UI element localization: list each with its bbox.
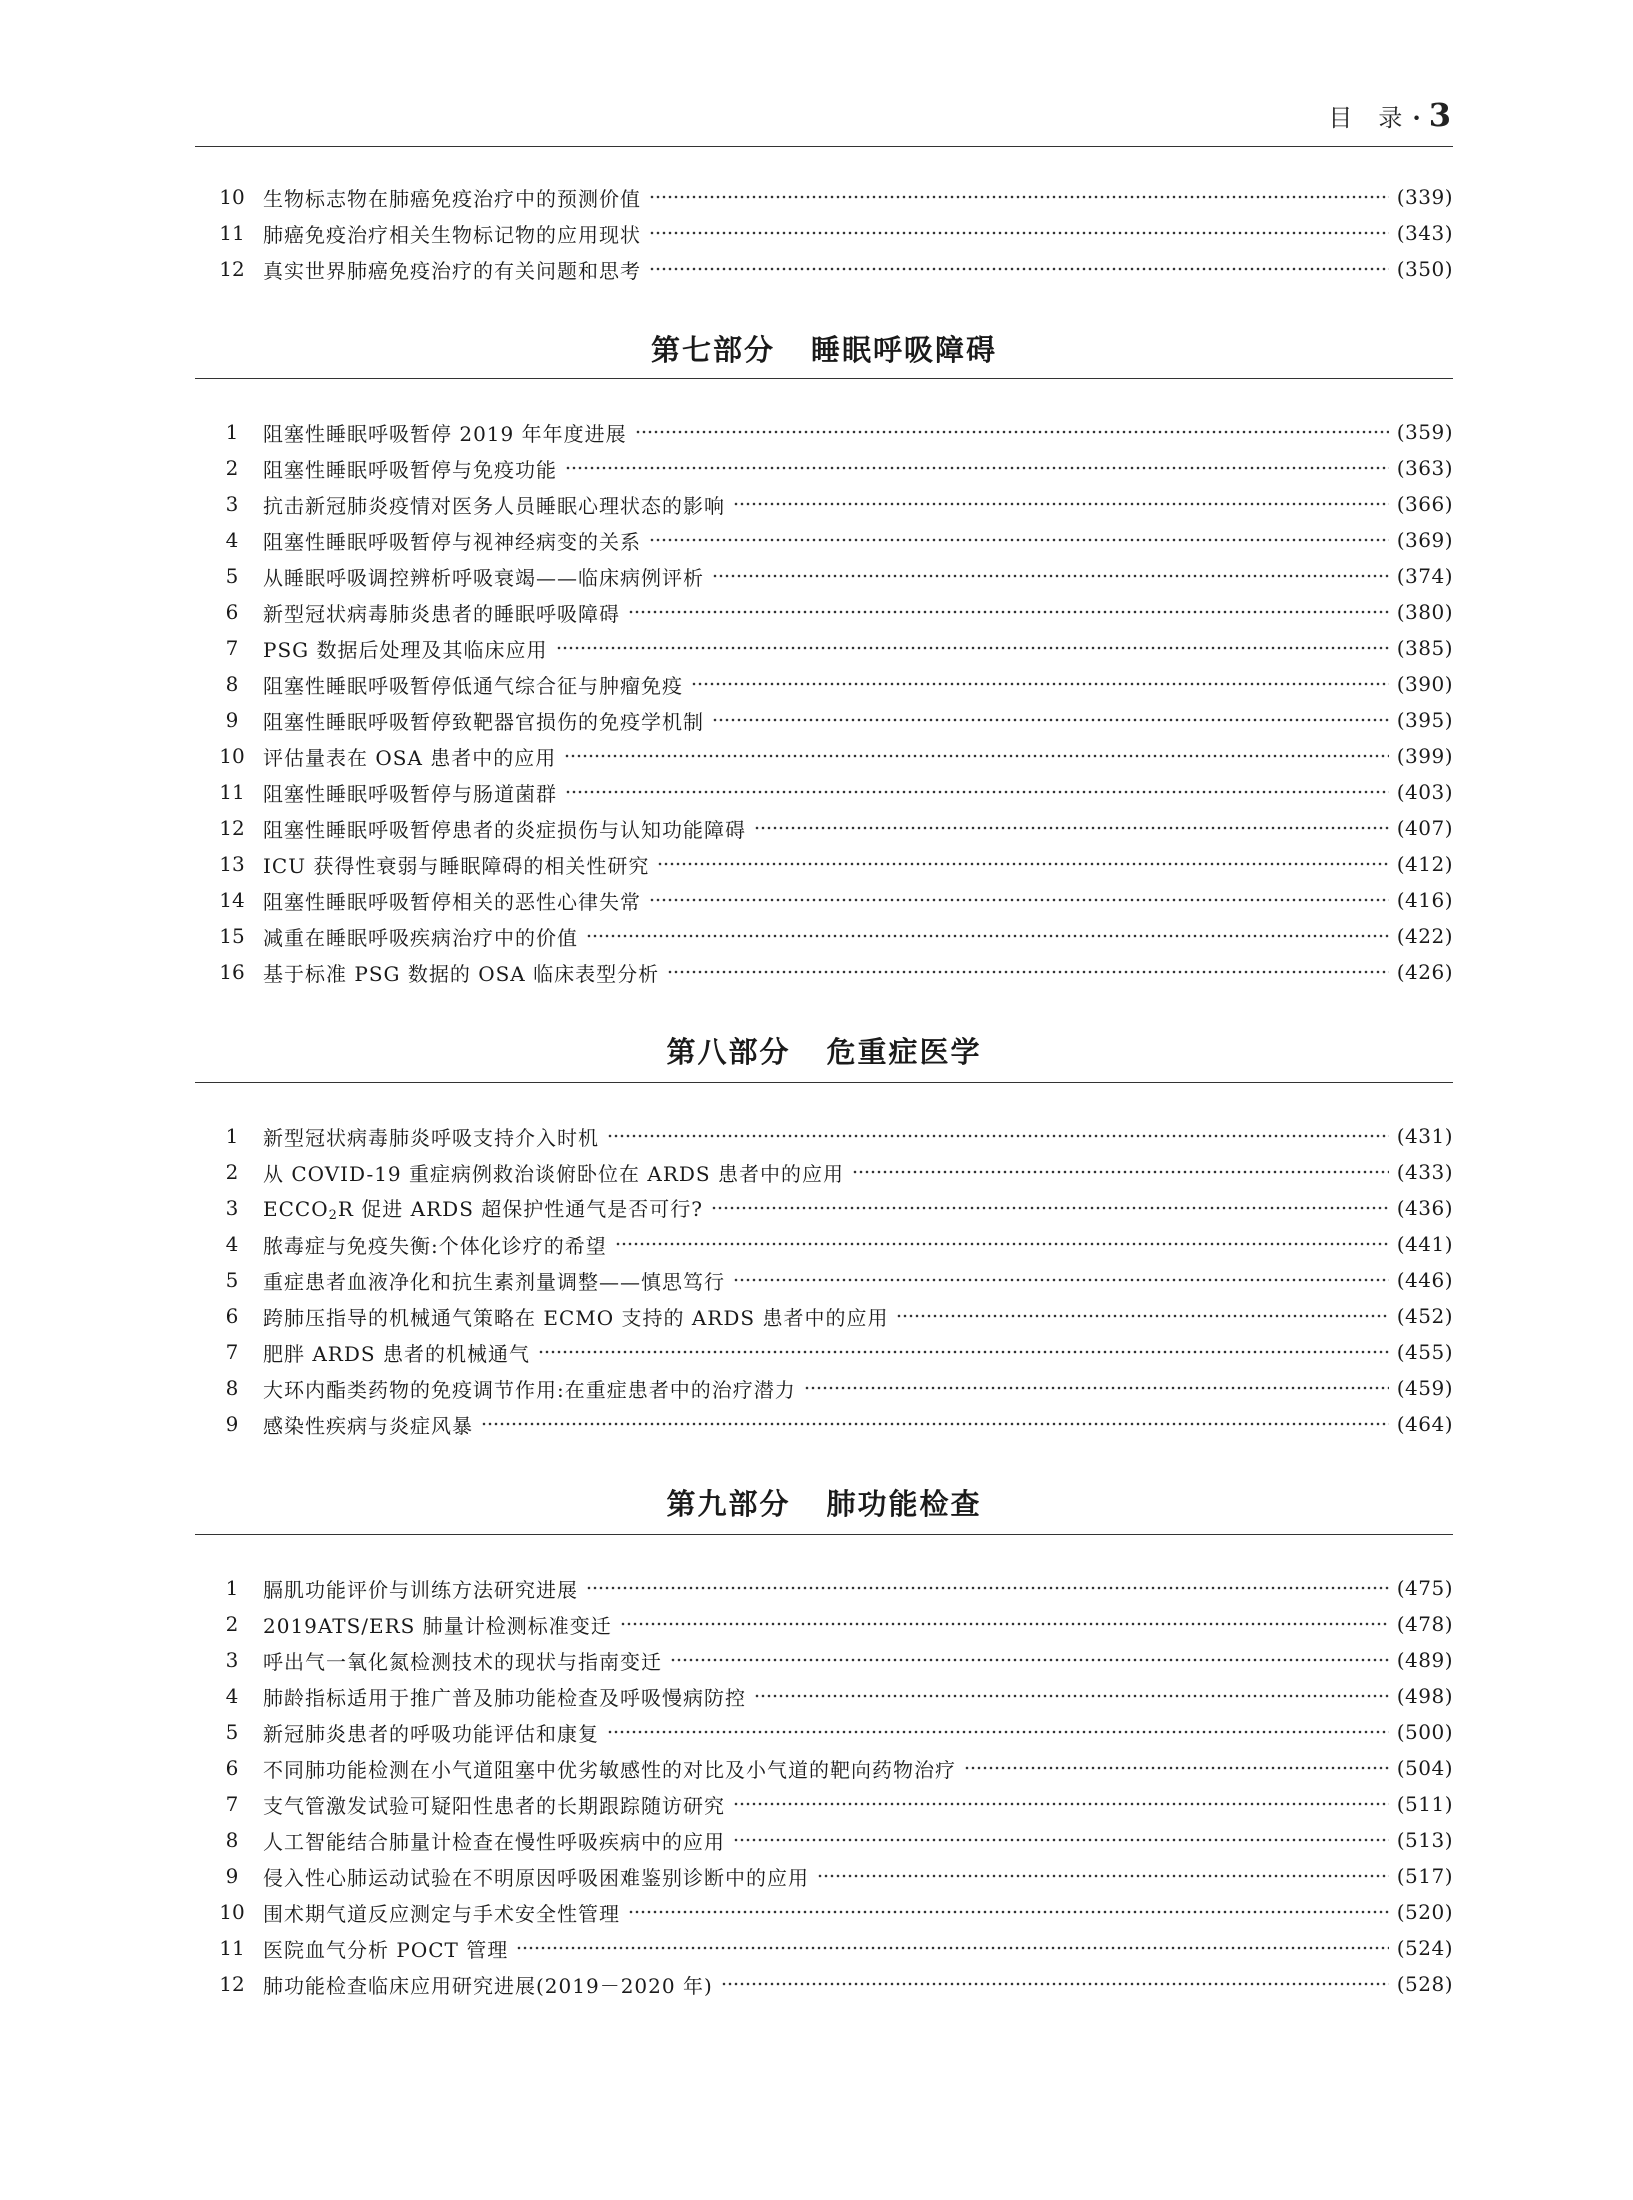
dot-leader	[964, 1765, 1389, 1771]
toc-entry	[195, 1789, 1453, 1819]
dot-leader	[754, 825, 1389, 831]
dot-leader	[733, 501, 1389, 507]
entry-title: 大环内酯类药物的免疫调节作用:在重症患者中的治疗潜力	[263, 1377, 796, 1402]
entry-number: 4	[225, 1232, 239, 1256]
dot-leader	[754, 1693, 1389, 1699]
entry-page: (433)	[1396, 1160, 1453, 1184]
entry-number: 7	[225, 636, 239, 660]
entry-number: 11	[219, 780, 245, 804]
entry-title: 重症患者血液净化和抗生素剂量调整——慎思笃行	[263, 1269, 725, 1294]
header-dot: ·	[1412, 103, 1421, 132]
entry-title: 抗击新冠肺炎疫情对医务人员睡眠心理状态的影响	[263, 493, 725, 518]
dot-leader	[620, 1621, 1389, 1627]
entry-title: 新型冠状病毒肺炎呼吸支持介入时机	[263, 1125, 599, 1150]
entry-page: (403)	[1396, 780, 1453, 804]
dot-leader	[804, 1385, 1389, 1391]
dot-leader	[565, 465, 1389, 471]
dot-leader	[896, 1313, 1388, 1319]
section-rule	[195, 1082, 1453, 1083]
toc-entry	[195, 1717, 1453, 1747]
toc-entry	[195, 1409, 1453, 1439]
dot-leader	[607, 1729, 1389, 1735]
entry-page: (441)	[1396, 1232, 1453, 1256]
entry-number: 3	[225, 492, 239, 516]
entry-title: 阻塞性睡眠呼吸暂停与视神经病变的关系	[263, 529, 641, 554]
entry-page: (513)	[1396, 1828, 1453, 1852]
entry-page: (343)	[1396, 221, 1453, 245]
entry-title: 新冠肺炎患者的呼吸功能评估和康复	[263, 1721, 599, 1746]
dot-leader	[586, 933, 1389, 939]
entry-number: 12	[219, 816, 245, 840]
entry-title: 阻塞性睡眠呼吸暂停与肠道菌群	[263, 781, 557, 806]
section-rule	[195, 1534, 1453, 1535]
toc-entry	[195, 1373, 1453, 1403]
toc-entry	[195, 741, 1453, 771]
dot-leader	[649, 266, 1389, 272]
entry-title: 阻塞性睡眠呼吸暂停低通气综合征与肿瘤免疫	[263, 673, 683, 698]
entry-number: 8	[225, 1376, 239, 1400]
entry-number: 9	[225, 1864, 239, 1888]
toc-entry	[195, 1229, 1453, 1259]
entry-page: (422)	[1396, 924, 1453, 948]
dot-leader	[712, 717, 1389, 723]
toc-entry	[195, 1301, 1453, 1331]
dot-leader	[565, 789, 1389, 795]
toc-entry	[195, 1681, 1453, 1711]
entry-title: 肺功能检查临床应用研究进展(2019－2020 年)	[263, 1973, 713, 1998]
toc-entry	[195, 525, 1453, 555]
entry-title: 支气管激发试验可疑阳性患者的长期跟踪随访研究	[263, 1793, 725, 1818]
dot-leader	[649, 230, 1389, 236]
dot-leader	[852, 1169, 1389, 1175]
section-title	[195, 1030, 1453, 1071]
entry-number: 10	[219, 1900, 245, 1924]
entry-number: 14	[219, 888, 245, 912]
entry-title: 肺龄指标适用于推广普及肺功能检查及呼吸慢病防控	[263, 1685, 746, 1710]
entry-title: 从睡眠呼吸调控辨析呼吸衰竭——临床病例评析	[263, 565, 704, 590]
entry-number: 9	[225, 1412, 239, 1436]
toc-entry	[195, 813, 1453, 843]
toc-entry	[195, 218, 1453, 248]
entry-title: 阻塞性睡眠呼吸暂停 2019 年年度进展	[263, 421, 627, 446]
entry-title: 从 COVID-19 重症病例救治谈俯卧位在 ARDS 患者中的应用	[263, 1161, 844, 1186]
entry-number: 9	[225, 708, 239, 732]
toc-entry	[195, 849, 1453, 879]
dot-leader	[667, 969, 1389, 975]
entry-number: 3	[225, 1648, 239, 1672]
toc-entry	[195, 1265, 1453, 1295]
entry-page: (407)	[1396, 816, 1453, 840]
entry-number: 2	[225, 1160, 239, 1184]
toc-entry	[195, 1337, 1453, 1367]
entry-page: (498)	[1396, 1684, 1453, 1708]
toc-entry	[195, 182, 1453, 212]
toc-entry	[195, 705, 1453, 735]
dot-leader	[628, 1909, 1389, 1915]
entry-page: (380)	[1396, 600, 1453, 624]
entry-number: 1	[225, 420, 239, 444]
entry-number: 6	[225, 1304, 239, 1328]
entry-title: 不同肺功能检测在小气道阻塞中优劣敏感性的对比及小气道的靶向药物治疗	[263, 1757, 956, 1782]
entry-number: 8	[225, 1828, 239, 1852]
entry-title: 真实世界肺癌免疫治疗的有关问题和思考	[263, 258, 641, 283]
entry-number: 1	[225, 1576, 239, 1600]
entry-title: 新型冠状病毒肺炎患者的睡眠呼吸障碍	[263, 601, 620, 626]
dot-leader	[481, 1421, 1389, 1427]
toc-entry	[195, 1573, 1453, 1603]
entry-number: 11	[219, 221, 245, 245]
entry-number: 6	[225, 1756, 239, 1780]
entry-number: 13	[219, 852, 245, 876]
toc-entry	[195, 561, 1453, 591]
toc-entry	[195, 669, 1453, 699]
entry-number: 10	[219, 185, 245, 209]
header-label	[1328, 98, 1451, 133]
entry-title: 肥胖 ARDS 患者的机械通气	[263, 1341, 530, 1366]
dot-leader	[649, 194, 1389, 200]
toc-entry	[195, 921, 1453, 951]
entry-title: 基于标准 PSG 数据的 OSA 临床表型分析	[263, 961, 660, 986]
section-part: 第七部分	[650, 333, 775, 367]
section-name: 睡眠呼吸障碍	[811, 333, 998, 367]
toc-entry	[195, 957, 1453, 987]
toc-entry	[195, 489, 1453, 519]
dot-leader	[691, 681, 1389, 687]
entry-title: 生物标志物在肺癌免疫治疗中的预测价值	[263, 186, 641, 211]
entry-number: 2	[225, 1612, 239, 1636]
dot-leader	[733, 1277, 1389, 1283]
dot-leader	[733, 1801, 1389, 1807]
entry-title: 减重在睡眠呼吸疾病治疗中的价值	[263, 925, 578, 950]
entry-title: 评估量表在 OSA 患者中的应用	[263, 745, 557, 770]
entry-number: 6	[225, 600, 239, 624]
entry-page: (374)	[1396, 564, 1453, 588]
section-name: 危重症医学	[826, 1035, 982, 1069]
toc-entry	[195, 1933, 1453, 1963]
entry-page: (478)	[1396, 1612, 1453, 1636]
entry-page: (359)	[1396, 420, 1453, 444]
dot-leader	[556, 645, 1389, 651]
dot-leader	[712, 573, 1389, 579]
entry-title-post: R 促进 ARDS 超保护性通气是否可行?	[337, 1197, 703, 1221]
entry-page: (339)	[1396, 185, 1453, 209]
entry-page: (455)	[1396, 1340, 1453, 1364]
entry-number: 5	[225, 564, 239, 588]
entry-page: (511)	[1396, 1792, 1453, 1816]
toc-entry	[195, 1897, 1453, 1927]
entry-title: 跨肺压指导的机械通气策略在 ECMO 支持的 ARDS 患者中的应用	[263, 1305, 889, 1330]
header-page-number: 3	[1428, 96, 1451, 134]
entry-title	[263, 1193, 703, 1223]
entry-number: 5	[225, 1268, 239, 1292]
dot-leader	[649, 897, 1389, 903]
entry-page: (524)	[1396, 1936, 1453, 1960]
entry-page: (517)	[1396, 1864, 1453, 1888]
toc-entry	[195, 1753, 1453, 1783]
entry-page: (412)	[1396, 852, 1453, 876]
toc-entry	[195, 885, 1453, 915]
toc-entry	[195, 1193, 1453, 1223]
entry-page: (436)	[1396, 1196, 1453, 1220]
entry-title: PSG 数据后处理及其临床应用	[263, 637, 548, 662]
entry-title: 阻塞性睡眠呼吸暂停相关的恶性心律失常	[263, 889, 641, 914]
entry-page: (504)	[1396, 1756, 1453, 1780]
toc-entry	[195, 254, 1453, 284]
entry-number: 8	[225, 672, 239, 696]
toc-entry	[195, 1157, 1453, 1187]
toc-entry	[195, 1121, 1453, 1151]
dot-leader	[721, 1981, 1389, 1987]
entry-page: (446)	[1396, 1268, 1453, 1292]
entry-page: (395)	[1396, 708, 1453, 732]
dot-leader	[615, 1241, 1389, 1247]
entry-page: (452)	[1396, 1304, 1453, 1328]
entry-page: (399)	[1396, 744, 1453, 768]
section-name: 肺功能检查	[826, 1487, 982, 1521]
dot-leader	[670, 1657, 1389, 1663]
entry-number: 5	[225, 1720, 239, 1744]
entry-number: 15	[219, 924, 245, 948]
toc-entry	[195, 1645, 1453, 1675]
header-title-1: 目	[1328, 104, 1355, 132]
entry-number: 10	[219, 744, 245, 768]
entry-page: (500)	[1396, 1720, 1453, 1744]
entry-number: 12	[219, 257, 245, 281]
entry-number: 1	[225, 1124, 239, 1148]
entry-title: 膈肌功能评价与训练方法研究进展	[263, 1577, 578, 1602]
entry-page: (528)	[1396, 1972, 1453, 1996]
entry-title: 肺癌免疫治疗相关生物标记物的应用现状	[263, 222, 641, 247]
entry-title: 医院血气分析 POCT 管理	[263, 1937, 509, 1962]
entry-page: (475)	[1396, 1576, 1453, 1600]
dot-leader	[516, 1945, 1389, 1951]
dot-leader	[635, 429, 1389, 435]
dot-leader	[538, 1349, 1389, 1355]
entry-page: (369)	[1396, 528, 1453, 552]
entry-title: 2019ATS/ERS 肺量计检测标准变迁	[263, 1613, 612, 1638]
entry-title: 阻塞性睡眠呼吸暂停致靶器官损伤的免疫学机制	[263, 709, 704, 734]
entry-number: 16	[219, 960, 245, 984]
entry-number: 4	[225, 1684, 239, 1708]
dot-leader	[607, 1133, 1389, 1139]
section-part: 第九部分	[666, 1487, 791, 1521]
section-part: 第八部分	[666, 1035, 791, 1069]
toc-entry	[195, 417, 1453, 447]
entry-number: 4	[225, 528, 239, 552]
dot-leader	[586, 1585, 1389, 1591]
entry-title: 阻塞性睡眠呼吸暂停患者的炎症损伤与认知功能障碍	[263, 817, 746, 842]
dot-leader	[817, 1873, 1389, 1879]
toc-entry	[195, 453, 1453, 483]
dot-leader	[711, 1205, 1389, 1211]
dot-leader	[733, 1837, 1389, 1843]
entry-page: (431)	[1396, 1124, 1453, 1148]
section-rule	[195, 378, 1453, 379]
toc-entry	[195, 1969, 1453, 1999]
entry-page: (459)	[1396, 1376, 1453, 1400]
entry-title-subscript: 2	[328, 1208, 338, 1223]
entry-title: 围术期气道反应测定与手术安全性管理	[263, 1901, 620, 1926]
section-title	[195, 328, 1453, 369]
toc-entry	[195, 633, 1453, 663]
entry-page: (426)	[1396, 960, 1453, 984]
entry-title: 侵入性心肺运动试验在不明原因呼吸困难鉴别诊断中的应用	[263, 1865, 809, 1890]
entry-title: 感染性疾病与炎症风暴	[263, 1413, 473, 1438]
dot-leader	[628, 609, 1389, 615]
toc-entry	[195, 1825, 1453, 1855]
entry-number: 3	[225, 1196, 239, 1220]
entry-page: (464)	[1396, 1412, 1453, 1436]
entry-number: 11	[219, 1936, 245, 1960]
entry-page: (366)	[1396, 492, 1453, 516]
entry-page: (385)	[1396, 636, 1453, 660]
entry-page: (489)	[1396, 1648, 1453, 1672]
toc-entry	[195, 1609, 1453, 1639]
running-header	[195, 92, 1453, 147]
entry-number: 7	[225, 1340, 239, 1364]
entry-page: (416)	[1396, 888, 1453, 912]
toc-entry	[195, 1861, 1453, 1891]
header-title-2: 录	[1378, 104, 1405, 132]
entry-title: 脓毒症与免疫失衡:个体化诊疗的希望	[263, 1233, 607, 1258]
toc-entry	[195, 597, 1453, 627]
entry-title-pre: ECCO	[263, 1197, 329, 1221]
entry-title: 人工智能结合肺量计检查在慢性呼吸疾病中的应用	[263, 1829, 725, 1854]
entry-title: ICU 获得性衰弱与睡眠障碍的相关性研究	[263, 853, 650, 878]
dot-leader	[564, 753, 1388, 759]
entry-title: 阻塞性睡眠呼吸暂停与免疫功能	[263, 457, 557, 482]
dot-leader	[649, 537, 1389, 543]
entry-number: 7	[225, 1792, 239, 1816]
entry-page: (363)	[1396, 456, 1453, 480]
entry-number: 2	[225, 456, 239, 480]
entry-page: (390)	[1396, 672, 1453, 696]
toc-entry	[195, 777, 1453, 807]
entry-number: 12	[219, 1972, 245, 1996]
entry-page: (520)	[1396, 1900, 1453, 1924]
entry-title: 呼出气一氧化氮检测技术的现状与指南变迁	[263, 1649, 662, 1674]
entry-page: (350)	[1396, 257, 1453, 281]
dot-leader	[657, 861, 1388, 867]
section-title	[195, 1482, 1453, 1523]
